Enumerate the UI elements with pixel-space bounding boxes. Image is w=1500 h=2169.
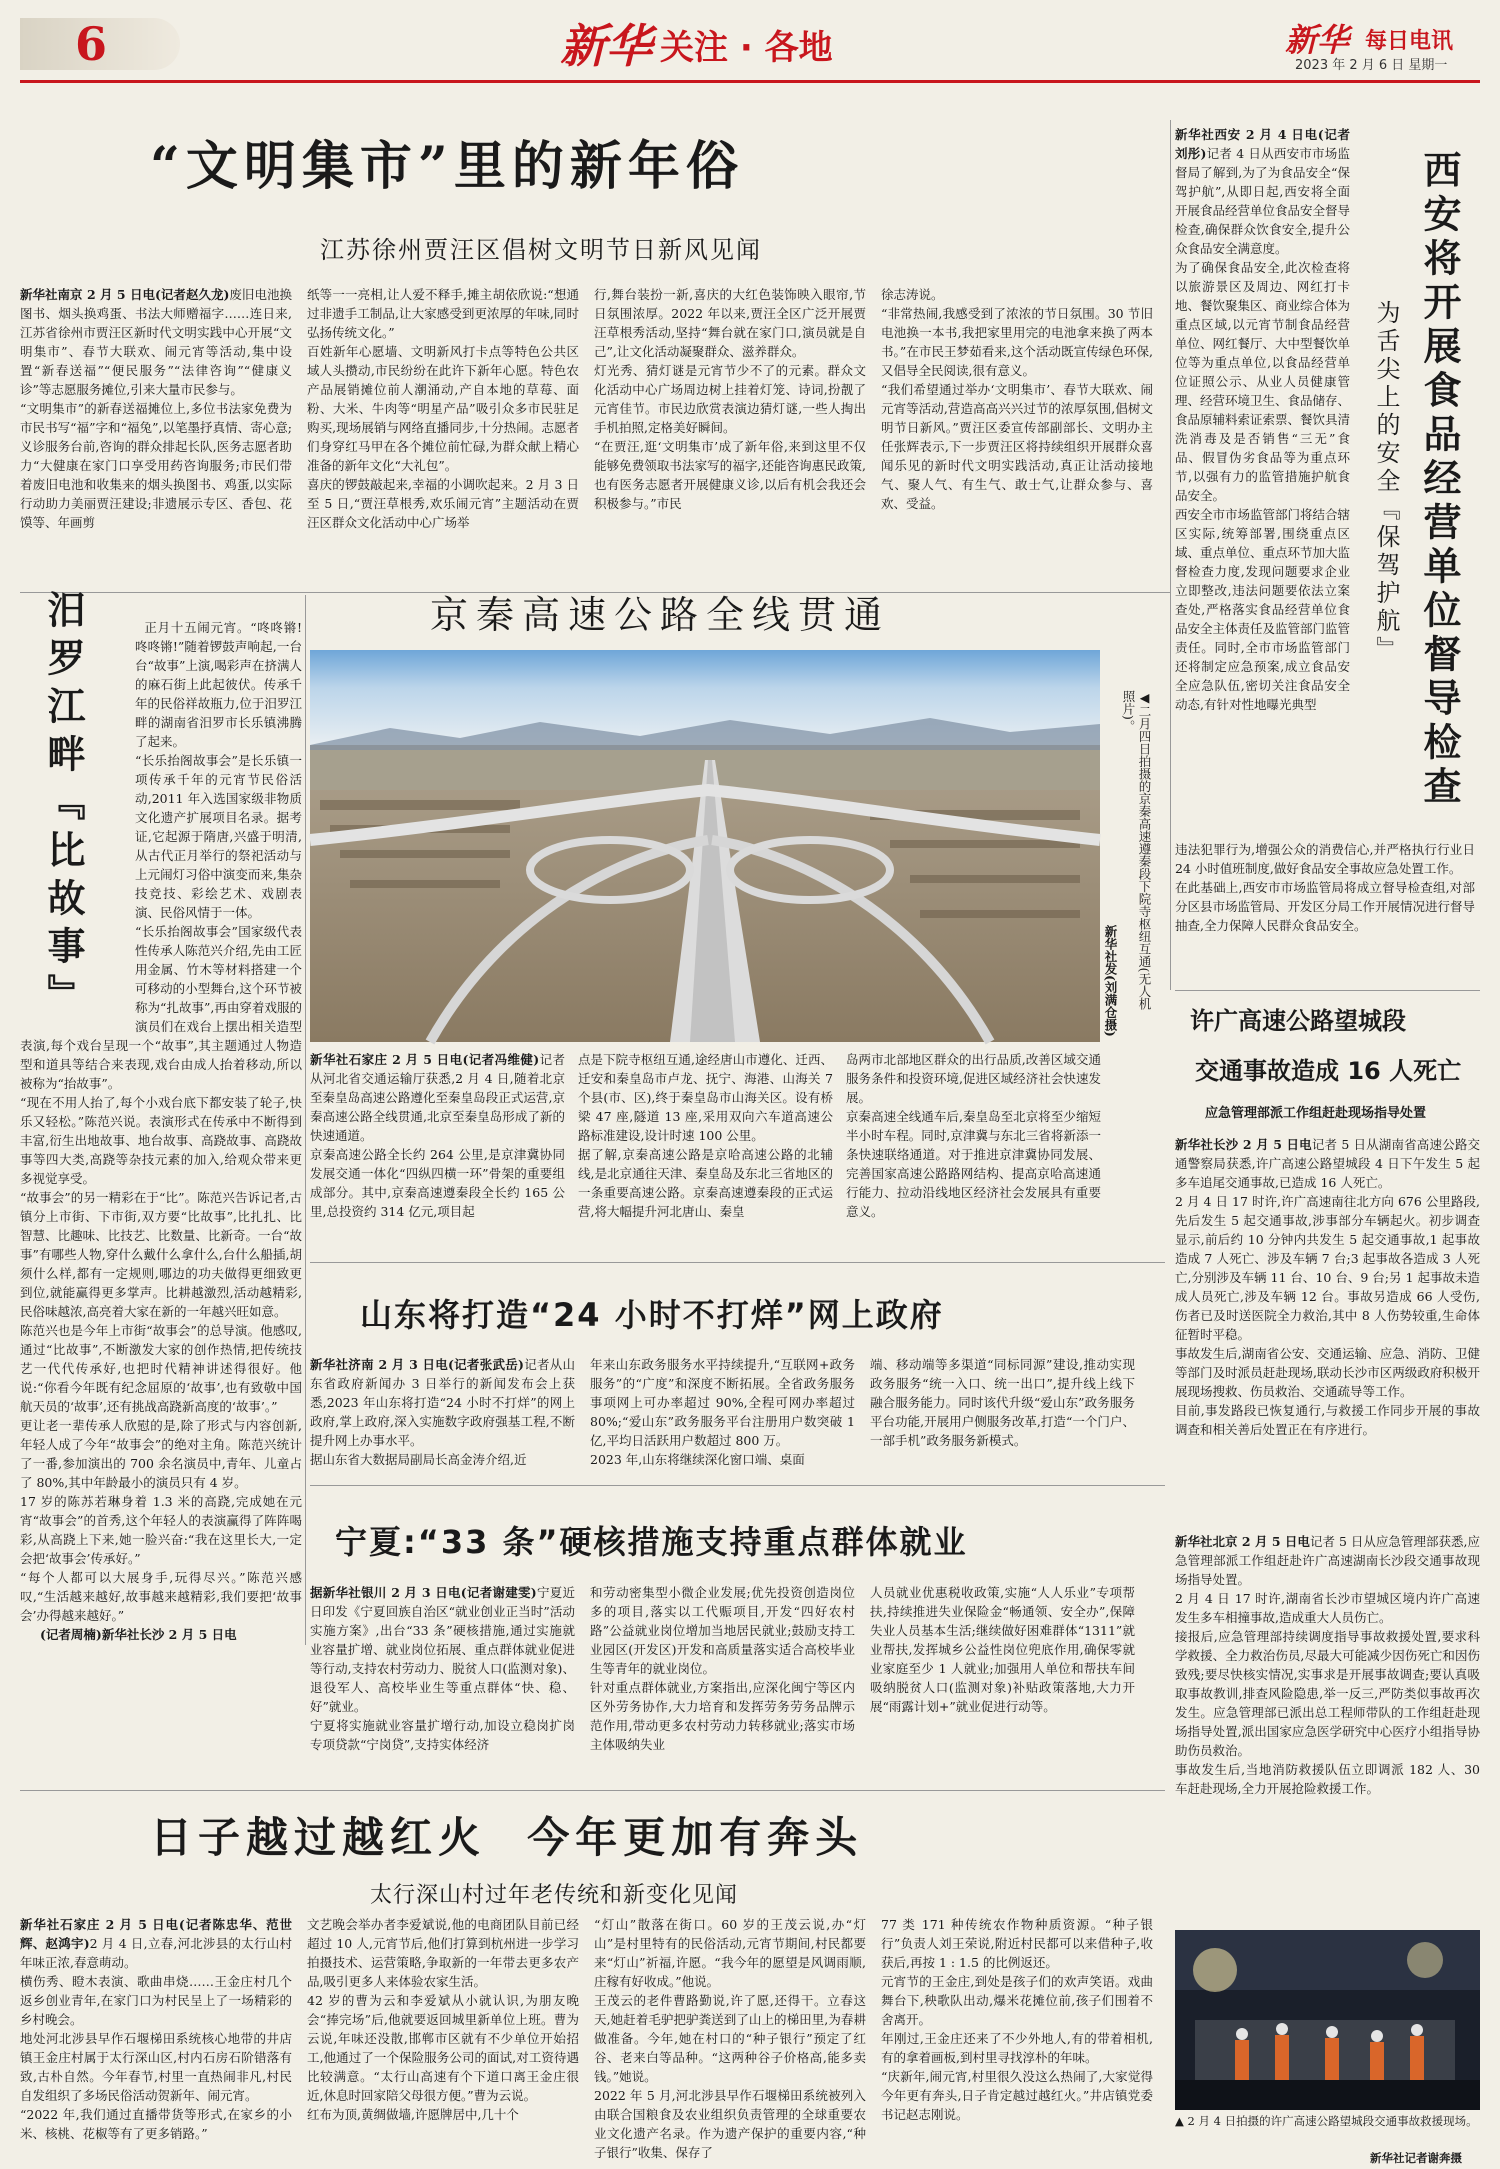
ningxia-lead: 据新华社银川 2 月 3 日电(记者谢建雯) bbox=[310, 1585, 537, 1600]
xuguang-title-line2: 交通事故造成 16 人死亡 bbox=[1195, 1057, 1462, 1085]
ningxia-col1-text: 宁夏近日印发《宁夏回族自治区“就业创业正当时”活动实施方案》,出台“33 条”硬核措施,通过实施就业容量扩增、就业岗位拓展、重点群体就业促进等行动,支持农村劳动力、脱贫人口(监测对象)、退役军人、高校毕业生等重点群体“快、稳、好”就业。 宁夏将实施就业容量扩增行动,加设立稳岗扩岗专项贷款“宁岗贷”,支持实体经济 bbox=[310, 1585, 575, 1752]
issue-date: 2023 年 2 月 6 日 星期一 bbox=[1295, 58, 1448, 73]
brand-name: 每日电讯 bbox=[1365, 29, 1454, 54]
highway-title: 京秦高速公路全线贯通 bbox=[430, 593, 891, 637]
section-title: 关注 · 各地 bbox=[660, 28, 833, 68]
divider-miluo-right bbox=[305, 595, 306, 1645]
miluo-text: 正月十五闹元宵。“咚咚锵!咚咚锵!”随着锣鼓声响起,一台台“故事”上演,喝彩声在挤满人的麻石街上此起彼伏。传承千年的民俗祥故瓶力,位于汨罗江畔的湖南省汨罗市长乐镇沸腾了起来。 “长乐抬阁故事会”是长乐镇一项传承千年的元宵节民俗活动,2011 年入选国家级非物质文化遗产扩展项目名录。据考证,它起源于隋唐,兴盛于明清,从古代正月举行的祭祀活动与上元闹灯习俗中演变而来,集杂技竞技、彩绘艺术、戏剧表演、民俗风情于一体。 “长乐抬阁故事会”国家级代表性传承人陈范兴介绍,先由工匠用金属、竹木等材料搭建一个可移动的小型舞台,这个环节被称为“扎故事”,再由穿着戏服的演员们在戏台上摆出相关造型表演,每个戏台呈现一个“故事”,其主题通过人物造型和道具等结合来表现,戏台由成人抬着移动,所以被称为“抬故事”。 “现在不用人抬了,每个小戏台底下都安装了轮子,快乐又轻松。”陈范兴说。表演形式在传承中不断得到丰富,衍生出地故事、地台故事、高跷故事、高跷故事等四大类,高跷等杂技元素的加入,给观众带来更多视觉享受。 “故事会”的另一精彩在于“比”。陈范兴告诉记者,古镇分上市街、下市街,双方要“比故事”,比扎扎、比智慧、比趣味、比技艺、比数量、比新奇。一台“故事”有哪些人物,穿什么戴什么拿什么,台什么船插,胡须什么样,都有一定规则,哪边的功夫做得更细致更到位,就能赢得更多掌声。比耕越激烈,活动越精彩,民俗味越浓,高亮着大家在新的一年越兴旺如意。 陈范兴也是今年上市街“故事会”的总导演。他感叹,通过“比故事”,不断激发大家的创作热情,把传统技艺一代代传承好,也把时代精神讲述得很好。他说:“你看今年既有纪念屈原的‘故事’,也有致敬中国航天员的‘故事’,还有挑战高跷新高度的‘故事’。” 更让老一辈传承人欣慰的是,除了形式与内容创新,年轻人成了今年“故事会”的绝对主角。陈范兴统计了一番,参加演出的 700 余名演员中,青年、儿童占了 80%,其中年龄最小的演员只有 4 岁。 17 岁的陈苏若琳身着 1.3 米的高跷,完成她在元宵“故事会”的首秀,这个年轻人的表演赢得了阵阵喝彩,从高跷上下来,她一脸兴奋:“我在这里长大,一定会把‘故事会’传承好。” “每个人都可以大展身手,玩得尽兴。”陈范兴感叹,“生活越来越好,故事越来越精彩,我们要把‘故事会’办得越来越好。” bbox=[20, 620, 302, 1623]
highway-photo-credit: 新华社发(刘满仓摄) bbox=[1103, 925, 1118, 1037]
taihang-col1-text: 2 月 4 日,立春,河北涉县的太行山村年味正浓,春意萌动。 横伤秀、瞪木表演、歌曲串烧……王金庄村几个返乡创业青年,在家门口为村民呈上了一场精彩的乡村晚会。 地处河北涉县早作石堰梯田系统核心地带的井店镇王金庄村属于太行深山区,村内石房石阶错落有致,古朴自然。今年春节,村里一直热闹非凡,村民自发组织了多场民俗活动贺新年、闹元宵。 “2022 年,我们通过直播带货等形式,在家乡的小米、核桃、花椒等有了更多销路。” bbox=[20, 1936, 292, 2141]
xinhua-logo-right: 新华 bbox=[1285, 21, 1350, 59]
xuguang-photo-credit: 新华社记者谢奔摄 bbox=[1370, 2151, 1462, 2165]
shandong-col3: 端、移动端等多渠道“同标同源”建设,推动实现政务服务“统一入口、统一出口”,提升线上线下融合服务能力。同时该代升级“爱山东”政务服务平台功能,开展用户侧服务改革,打造“一个门户、一部手机”政务服务新模式。 bbox=[870, 1357, 1135, 1448]
highway-col2: 点是下院寺枢纽互通,途经唐山市遵化、迁西、迁安和秦皇岛市卢龙、抚宁、海港、山海关 7 个县(市、区),终于秦皇岛市山海关区。设有桥梁 47 座,隧道 13 座,采用双向六车道高速公路标准建设,设计时速 100 公里。 据了解,京秦高速公路是京哈高速公路的北辅线,是北京通往天津、秦皇岛及东北三省地区的一条重要高速公路。京秦高速遵秦段的正式运营,将大幅提升河北唐山、秦皇 bbox=[578, 1052, 833, 1219]
shandong-col1 bbox=[310, 1355, 575, 1477]
taihang-col1 bbox=[20, 1915, 292, 2160]
story1-col4: 徐志涛说。 “非常热闹,我感受到了浓浓的节日氛围。30 节旧电池换一本书,我把家里用完的电池拿来换了两本书。”在市民王梦茹看来,这个活动既宣传绿色环保,又倡导全民阅读,很有意义。 “我们希望通过举办‘文明集市’、春节大联欢、闹元宵等活动,营造高高兴兴过节的浓厚氛围,倡树文明节日新风。”贾汪区委宣传部副部长、文明办主任张辉表示,下一步贾汪区将持续组织开展群众喜闻乐见的新时代文明实践活动,真正让活动接地气、聚人气、有生气、敢士气,让群众参与、喜欢、受益。 bbox=[881, 287, 1153, 511]
accident-rescue-image bbox=[1175, 1930, 1480, 2110]
story1-subtitle: 江苏徐州贾汪区倡树文明节日新风见闻 bbox=[320, 236, 762, 264]
xian-col-b: 违法犯罪行为,增强公众的消费信心,并严格执行行业日 24 小时值班制度,做好食品安全事故应急处置工作。 在此基础上,西安市市场监管局将成立督导检查组,对部分区县市场监管局、开发区分局工作开展情况进行督导抽查,全力保障人民群众食品安全。 bbox=[1175, 842, 1476, 933]
xian-subtitle: 为舌尖上的安全『保驾护航』 bbox=[1372, 300, 1400, 664]
shandong-title: 山东将打造“24 小时不打烊”网上政府 bbox=[360, 1296, 944, 1334]
highway-lead: 新华社石家庄 2 月 5 日电(记者冯维健) bbox=[310, 1052, 540, 1067]
xian-col-a bbox=[1175, 125, 1350, 840]
taihang-lead: 新华社石家庄 2 月 5 日电(记者陈忠华、范世辉、赵鸿宇) bbox=[20, 1917, 292, 1951]
miluo-title-space bbox=[20, 599, 135, 1019]
miluo-credit: (记者周楠)新华社长沙 2 月 5 日电 bbox=[40, 1627, 237, 1642]
taihang-title: 日子越过越红火 今年更加有奔头 bbox=[150, 1813, 864, 1862]
masthead-rule bbox=[20, 80, 1480, 83]
highway-col1-text: 记者从河北省交通运输厅获悉,2 月 4 日,随着北京至秦皇岛高速公路遵化至秦皇岛段正式运营,京秦高速公路全线贯通,北京至秦皇岛形成了新的快速通道。 京秦高速公路全长约 264 公里,是京津冀协同发展交通一体化“四纵四横一环”骨架的重要组成部分。其中,京秦高速遵秦段全长约 165 公里,总投资约 314 亿元,项目起 bbox=[310, 1052, 565, 1219]
page-number-badge bbox=[20, 18, 180, 70]
highway-col3: 岛两市北部地区群众的出行品质,改善区域交通服务条件和投资环境,促进区域经济社会快速发展。 京秦高速全线通车后,秦皇岛至北京将至少缩短半小时车程。同时,京津冀与东北三省将新添一条快速联络通道。对于推进京津冀协同发展、完善国家高速公路路网结构、提高京哈高速通行能力、拉动沿线地区经济社会发展具有重要意义。 bbox=[846, 1052, 1101, 1219]
masthead bbox=[20, 18, 1480, 78]
divider-xuguang-top bbox=[1175, 990, 1480, 991]
ningxia-col1 bbox=[310, 1583, 575, 1783]
story1-lead: 新华社南京 2 月 5 日电(记者赵久龙) bbox=[20, 287, 230, 302]
xian-lead: 新华社西安 2 月 4 日电(记者刘彤) bbox=[1175, 127, 1350, 161]
taihang-col4: 77 类 171 种传统农作物种质资源。“种子银行”负责人刘王荣说,附近村民都可以来借种子,收获后,再按 1 : 1.5 的比例返还。 元宵节的王金庄,到处是孩子们的欢声笑语。戏曲舞台下,秧歌队出动,爆米花摊位前,孩子们围着不舍离开。 年刚过,王金庄还来了不少外地人,有的带着相机,有的拿着画板,到村里寻找淳朴的年味。 “庆新年,闹元宵,村里很久没这么热闹了,大家觉得今年更有奔头,日子肯定越过越红火。”井店镇党委书记赵志刚说。 bbox=[881, 1917, 1153, 2122]
xuguang-lead1: 新华社长沙 2 月 5 日电 bbox=[1175, 1137, 1312, 1152]
page-number: 6 bbox=[75, 17, 108, 71]
story1-col1-text: 废旧电池换图书、烟头换鸡蛋、书法大师赠福字……连日来,江苏省徐州市贾汪区新时代文明实践中心开展“文明集市”、春节大联欢、闹元宵等活动,集中设置“新春送福”“便民服务”“法律咨询”“健康义诊”等志愿服务摊位,引来大量市民参与。 “文明集市”的新春送福摊位上,多位书法家免费为市民书写“福”字和“福兔”,以笔墨抒真情、寄心意;义诊服务台前,咨询的群众排起长队,医务志愿者助力“大健康在家门口享受用药咨询服务;市民们带着废旧电池和收集来的烟头换图书、鸡蛋,以实际行动助力美丽贾汪建设;非遗展示专区、香包、花馍等、年画剪 bbox=[20, 287, 292, 530]
taihang-col3: “灯山”散落在街口。60 岁的王茂云说,办“灯山”是村里特有的民俗活动,元宵节期间,村民都要来“灯山”祈福,许愿。“我今年的愿望是风调雨顺,庄稼有好收成。”他说。 王茂云的老件曹路勤说,许了愿,还得干。立春这天,她赶着毛驴把驴粪送到了山上的梯田里,为春耕做准备。今年,她在村口的“种子银行”预定了红谷、老来白等品种。“这两种谷子价格高,能多卖钱。”她说。 2022 年 5 月,河北涉县早作石堰梯田系统被列入由联合国粮食及农业组织负责管理的全球重要农业文化遗产名录。作为遗产保护的重要内容,“种子银行”收集、保存了 bbox=[594, 1917, 866, 2160]
xuguang-part2 bbox=[1175, 1532, 1480, 1927]
xinhua-logo-left: 新华 bbox=[560, 19, 652, 73]
ningxia-title: 宁夏:“33 条”硬核措施支持重点群体就业 bbox=[335, 1523, 968, 1561]
shandong-col1-text: 记者从山东省政府新闻办 3 日举行的新闻发布会上获悉,2023 年山东将打造“24 小时不打烊”的网上政府,掌上政府,深入实施数字政府强基工程,不断提升网上办事水平。 据山东省大数据局副局长高金涛介绍,近 bbox=[310, 1357, 575, 1467]
xuguang-lead2: 新华社北京 2 月 5 日电 bbox=[1175, 1534, 1310, 1549]
miluo-body bbox=[20, 580, 302, 1625]
xuguang-part1 bbox=[1175, 1135, 1480, 1530]
taihang-subtitle: 太行深山村过年老传统和新变化见闻 bbox=[370, 1883, 739, 1908]
highway-photo-caption: ◀二月四日拍摄的京秦高速遵秦段下院寺枢纽互通(无人机照片)。 bbox=[1121, 690, 1152, 1010]
story1-col1 bbox=[20, 285, 292, 585]
divider-highway-bottom bbox=[310, 1262, 1165, 1263]
xuguang-title-line1: 许广高速公路望城段 bbox=[1190, 1007, 1406, 1035]
story1-col3: 行,舞台装扮一新,喜庆的大红色装饰映入眼帘,节日氛围浓厚。2022 年以来,贾汪全区广泛开展贾汪草根秀活动,坚持“舞台就在家门口,演员就是自己”,让文化活动凝聚群众、滋养群众。 灯光秀、猜灯谜是元宵节少不了的元素。群众文化活动中心广场周边树上挂着灯笼、诗词,扮靓了元宵佳节。市民边欣赏表演边猜灯谜,一些人掏出手机拍照,定格美好瞬间。 “在贾汪,逛‘文明集市’成了新年俗,来到这里不仅能够免费领取书法家写的福字,还能咨询惠民政策,也有医务志愿者开展健康义诊,以后有机会我还会积极参与。”市民 bbox=[594, 287, 866, 511]
shandong-lead: 新华社济南 2 月 3 日电(记者张武岳) bbox=[310, 1357, 524, 1372]
highway-col1 bbox=[310, 1050, 565, 1255]
ningxia-col3: 人员就业优惠税收政策,实施“人人乐业”专项帮扶,持续推进失业保险金“畅通领、安全办”,保障失业人员基本生活;继续做好困难群体“1311”就业帮扶,发挥城乡公益性岗位兜底作用,确保零就业家庭至少 1 人就业;加强用人单位和帮扶车间吸纳脱贫人口(监测对象)补贴政策落地,大力开展“雨露计划+”就业促进行动等。 bbox=[870, 1585, 1135, 1714]
xian-col-a-text: 记者 4 日从西安市市场监督局了解到,为了为食品安全“保驾护航”,从即日起,西安将全面开展食品经营单位食品安全督导检查,确保群众饮食安全,提升公众食品安全满意度。 为了确保食品安全,此次检查将以旅游景区及周边、网红打卡地、餐饮聚集区、商业综合体为重点区域,以元宵节制食品经营单位、网红餐厅、大中型餐饮单位等为重点单位,以食品经营单位证照公示、从业人员健康管理、经营环境卫生、食品储存、食品原辅料索证索票、餐饮具清洗消毒及是否销售“三无”食品、假冒伪劣食品等为重点环节,以强有力的监管措施护航食品安全。 西安全市市场监管部门将结合辖区实际,统筹部署,围绕重点区域、重点单位、重点环节加大监督检查力度,发现问题要求企业立即整改,违法问题要依法立案查处,严格落实食品经营单位食品安全主体责任及监管部门监管责任。同时,全市市场监管部门还将制定应急预案,成立食品安全应急队伍,密切关注食品安全动态,有针对性地曝光典型 bbox=[1175, 146, 1351, 712]
divider-taihang-top bbox=[20, 1790, 1165, 1791]
xuguang-body1: 记者 5 日从湖南省高速公路交通警察局获悉,许广高速公路望城段 4 日下午发生 5 起多车追尾交通事故,已造成 16 人死亡。 2 月 4 日 17 时许,许广高速南往北方向 676 公里路段,先后发生 5 起交通事故,涉事部分车辆起火。初步调查显示,前后约 10 分钟内共发生 5 起交通事故,1 起事故造成 7 人死亡、涉及车辆 7 台;3 起事故各造成 3 人死亡,分别涉及车辆 11 台、10 台、9 台;另 1 起事故未造成人员死亡,涉及车辆 12 台。事故另造成 66 人受伤,伤者已及时送医院全力救治,其中 8 人伤势较重,生命体征暂时平稳。 事故发生后,湖南省公安、交通运输、应急、消防、卫健等部门及时派员赶赴现场,联动长沙市区两级政府积极开展现场搜救、伤员救治、交通疏导等工作。 目前,事发路段已恢复通行,与救援工作同步开展的事故调查和相关善后处置正在有序进行。 bbox=[1175, 1137, 1480, 1437]
xuguang-photo-caption: ▲ 2 月 4 日拍摄的许广高速公路望城段交通事故救援现场。 bbox=[1175, 2114, 1478, 2128]
story1-col2: 纸等一一亮相,让人爱不释手,摊主胡依欣说:“想通过非遗手工制品,让大家感受到更浓厚的年味,同时弘扬传统文化。” 百姓新年心愿墙、文明新风打卡点等特色公共区域人头攒动,市民纷纷在此许下新年心愿。特色农产品展销摊位前人潮涌动,产自本地的草莓、面粉、大米、牛肉等“明星产品”吸引众多市民驻足购买,现场展销与网络直播同步,十分热闹。志愿者们身穿红马甲在各个摊位前忙碌,为群众献上精心准备的新年文化“大礼包”。 喜庆的锣鼓敲起来,幸福的小调吹起来。2 月 3 日至 5 日,“贾汪草根秀,欢乐闹元宵”主题活动在贾汪区群众文化活动中心广场举 bbox=[307, 287, 579, 530]
ningxia-col2: 和劳动密集型小微企业发展;优先投资创造岗位多的项目,落实以工代赈项目,开发“四好农村路”公益就业岗位增加当地居民就业;鼓励支持工业园区(开发区)开发和高质量落实适合高校毕业生等青年的就业岗位。 针对重点群体就业,方案指出,应深化闽宁等区内区外劳务协作,大力培育和发挥劳务劳务品牌示范作用,带动更多农村劳动力转移就业;落实市场主体吸纳失业 bbox=[590, 1585, 855, 1752]
xian-title: 西安将开展食品经营单位督导检查 bbox=[1417, 150, 1462, 810]
miluo-title: 汨罗江畔『比故事』 bbox=[41, 590, 86, 1022]
xuguang-photo bbox=[1175, 1930, 1480, 2110]
divider-right-column bbox=[1170, 120, 1171, 990]
xuguang-subtitle: 应急管理部派工作组赶赴现场指导处置 bbox=[1205, 1106, 1427, 1121]
shandong-col2: 年来山东政务服务水平持续提升,“互联网+政务服务”的“广度”和深度不断拓展。全省政务服务事项网上可办率超过 90%,全程可网办率超过 80%;“爱山东”政务服务平台注册用户数突破 1 亿,平均日活跃用户数超过 800 万。 2023 年,山东将继续深化窗口端、桌面 bbox=[590, 1357, 855, 1467]
divider-shandong-bottom bbox=[310, 1485, 1165, 1486]
taihang-col2: 文艺晚会举办者李爱斌说,他的电商团队目前已经超过 10 人,元宵节后,他们打算到杭州进一步学习拍摄技术、运营策略,争取新的一年带去更多农产品,吸引更多人来体验农家生活。 42 岁的曹为云和李爱斌从小就认识,为朋友晚会“捧完场”后,他就要返回城里新单位上班。曹为云说,年味还没散,邯郸市区就有不少单位开始招工,他通过了一个保险服务公司的面试,对工资待遇比较满意。“太行山高速有个下道口离王金庄很近,休息时回家陪父母很方便。”曹为云说。 红布为顶,黄绸做墙,许愿牌居中,几十个 bbox=[307, 1917, 579, 2122]
highway-photo bbox=[310, 650, 1100, 1042]
highway-interchange-image bbox=[310, 650, 1100, 1042]
story1-title: “文明集市”里的新年俗 bbox=[150, 136, 744, 197]
xuguang-body2: 记者 5 日从应急管理部获悉,应急管理部派工作组赶赴许广高速湖南长沙段交通事故现场指导处置。 2 月 4 日 17 时许,湖南省长沙市望城区境内许广高速发生多车相撞事故,造成重大人员伤亡。 接报后,应急管理部持续调度指导事故救援处置,要求科学救援、全力救治伤员,尽最大可能减少因伤死亡和因伤致残;要尽快核实情况,实事求是开展事故调查;要认真吸取事故教训,排查风险隐患,举一反三,严防类似事故再次发生。应急管理部已派出总工程师带队的工作组赶赴现场指导处置,派出国家应急医学研究中心医疗小组指导协助伤员救治。 事故发生后,当地消防救援队伍立即调派 182 人、30 车赶赴现场,全力开展抢险救援工作。 bbox=[1175, 1534, 1480, 1796]
